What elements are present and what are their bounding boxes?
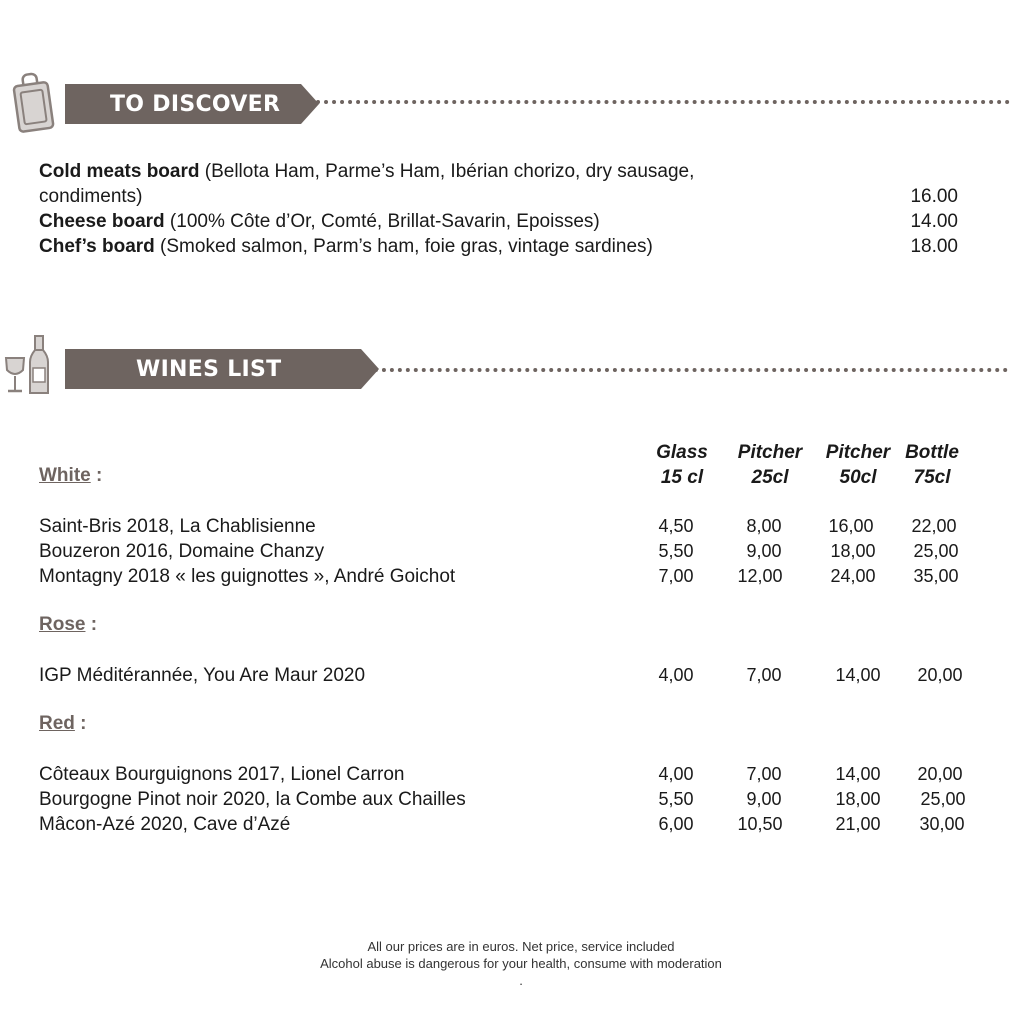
price-glass: 6,00 [658,814,694,834]
wine-name: Bouzeron 2016, Domaine Chanzy [39,541,325,562]
item-desc-cont: condiments) [39,186,143,207]
footer-line-prices: All our prices are in euros. Net price, service included [367,939,675,954]
category-label: Red [39,713,75,734]
price-bottle: 25,00 [913,541,959,561]
item-desc: (Bellota Ham, Parme’s Ham, Ibérian chorizo, dry sausage, [199,161,695,182]
category-label: White [39,465,91,486]
wine-glass-bottle-icon [2,334,54,396]
price-glass: 5,50 [658,789,694,809]
discover-price-cold-meats: 16.00 [910,186,958,207]
price-pitcher-25: 7,00 [746,665,782,685]
item-desc: (Smoked salmon, Parm’s ham, foie gras, vintage sardines) [154,236,653,257]
price-pitcher-25: 7,00 [746,764,782,784]
price-glass: 4,00 [658,665,694,685]
footer-notice [0,938,1024,989]
price-glass: 4,50 [658,516,694,536]
col-header-glass [640,440,724,490]
category-red [39,713,87,735]
footer-line-dot: . [519,973,523,988]
wines-dotted-rule [366,368,1008,372]
discover-title: TO DISCOVER [110,91,281,117]
category-suffix: : [90,465,103,486]
price-pitcher-50: 18,00 [830,541,876,561]
col-header-pitcher-50 [816,440,900,490]
col-header-line1: Bottle [905,442,959,463]
item-name: Cheese board [39,211,165,232]
wines-title-banner [65,349,361,389]
price-glass: 7,00 [658,566,694,586]
wine-name: Bourgogne Pinot noir 2020, la Combe aux Chailles [39,789,466,810]
price-pitcher-25: 9,00 [746,541,782,561]
price-pitcher-25: 12,00 [737,566,783,586]
col-header-line1: Pitcher [825,442,891,463]
price-glass: 4,00 [658,764,694,784]
col-header-line2: 75cl [913,467,951,488]
wines-title: WINES LIST [136,356,282,382]
price-pitcher-50: 18,00 [835,789,881,809]
price-bottle: 20,00 [917,764,963,784]
category-suffix: : [74,713,87,734]
price-pitcher-25: 8,00 [746,516,782,536]
price-glass: 5,50 [658,541,694,561]
discover-item-chef [39,234,653,259]
price-pitcher-50: 14,00 [835,764,881,784]
col-header-pitcher-25 [728,440,812,490]
category-suffix: : [85,614,98,635]
price-bottle: 22,00 [911,516,957,536]
footer-line-alcohol: Alcohol abuse is dangerous for your health, consume with moderation [320,956,722,971]
price-bottle: 25,00 [920,789,966,809]
category-white [39,465,102,487]
price-bottle: 20,00 [917,665,963,685]
price-pitcher-25: 9,00 [746,789,782,809]
price-pitcher-50: 16,00 [828,516,874,536]
category-label: Rose [39,614,86,635]
col-header-line2: 50cl [839,467,877,488]
wine-name: IGP Méditérannée, You Are Maur 2020 [39,665,366,686]
wine-name: Saint-Bris 2018, La Chablisienne [39,516,316,537]
item-name: Chef’s board [39,236,155,257]
col-header-line1: Glass [656,442,708,463]
price-bottle: 30,00 [919,814,965,834]
item-name: Cold meats board [39,161,200,182]
price-pitcher-25: 10,50 [737,814,783,834]
discover-item-cold-meats [39,159,694,184]
discover-dotted-rule [308,100,1010,104]
price-bottle: 35,00 [913,566,959,586]
price-pitcher-50: 21,00 [835,814,881,834]
price-pitcher-50: 14,00 [835,665,881,685]
wine-name: Mâcon-Azé 2020, Cave d’Azé [39,814,291,835]
wine-name: Montagny 2018 « les guignottes », André Goichot [39,566,456,587]
price-pitcher-50: 24,00 [830,566,876,586]
col-header-line2: 15 cl [660,467,704,488]
category-rose [39,614,97,636]
col-header-line1: Pitcher [737,442,803,463]
discover-price-cheese: 14.00 [910,211,958,232]
item-desc: (100% Côte d’Or, Comté, Brillat-Savarin, Epoisses) [164,211,600,232]
col-header-bottle [890,440,974,490]
col-header-line2: 25cl [751,467,789,488]
discover-item-cold-meats-cont [39,184,143,209]
cutting-board-icon [10,72,56,134]
discover-item-cheese [39,209,600,234]
wine-name: Côteaux Bourguignons 2017, Lionel Carron [39,764,405,785]
discover-price-chef: 18.00 [910,236,958,257]
discover-title-banner [65,84,301,124]
